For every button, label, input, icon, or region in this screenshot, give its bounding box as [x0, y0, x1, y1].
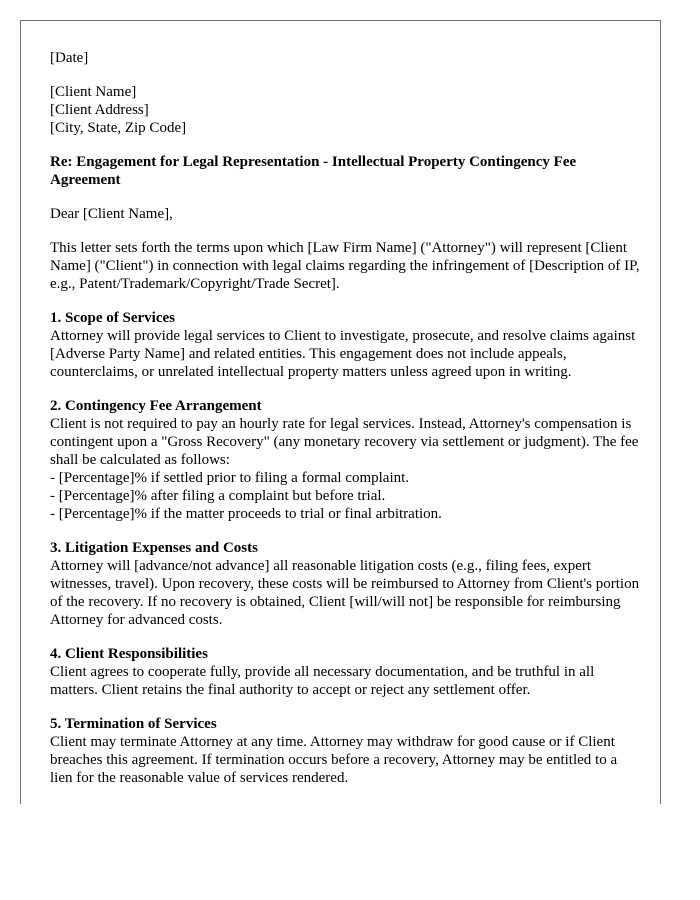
letter-page: [20, 20, 661, 804]
fee-bullet-trial: - [Percentage]% if the matter proceeds to trial or final arbitration.: [50, 506, 442, 522]
section-title: 2. Contingency Fee Arrangement: [50, 398, 262, 414]
section-body: Attorney will [advance/not advance] all reasonable litigation costs (e.g., filing fees, expert witnesses, travel). Upon recovery, these costs will be reimbursed to Attorney from Client's portion of the recovery. If no recovery is obtained, Client [will/will not] be responsible for reimbursing Attorney for advanced costs.: [50, 558, 640, 628]
letter-salutation: Dear [Client Name],: [50, 206, 173, 222]
section-body: Client may terminate Attorney at any time. Attorney may withdraw for good cause or if Client breaches this agreement. If termination occurs before a recovery, Attorney may be entitled to a lien for the reasonable value of services rendered.: [50, 734, 618, 786]
fee-bullet-pre-trial: - [Percentage]% after filing a complaint but before trial.: [50, 488, 386, 504]
section-contingency-fee: [50, 397, 640, 523]
fee-bullet-pre-complaint: - [Percentage]% if settled prior to filing a formal complaint.: [50, 470, 410, 486]
section-termination: [50, 715, 640, 787]
section-client-responsibilities: [50, 645, 640, 699]
client-address-block: [50, 83, 640, 137]
section-litigation-expenses: [50, 539, 640, 629]
section-title: 3. Litigation Expenses and Costs: [50, 540, 258, 556]
letter-date: [Date]: [50, 50, 89, 66]
section-body: Client agrees to cooperate fully, provide all necessary documentation, and be truthful in all matters. Client retains the final authority to accept or reject any settlement offer.: [50, 664, 595, 698]
section-scope-of-services: [50, 309, 640, 381]
client-city-line: [City, State, Zip Code]: [50, 120, 187, 136]
section-title: 1. Scope of Services: [50, 310, 175, 326]
section-body: Attorney will provide legal services to Client to investigate, prosecute, and resolve claims against [Adverse Party Name] and related entities. This engagement does not include appeals, counterclaims, or unrelated intellectual property matters unless agreed upon in writing.: [50, 328, 636, 380]
letter-subject: Re: Engagement for Legal Representation - Intellectual Property Contingency Fee Agreement: [50, 154, 577, 188]
client-address-line: [Client Address]: [50, 102, 149, 118]
section-title: 5. Termination of Services: [50, 716, 217, 732]
letter-content: [50, 49, 640, 787]
section-title: 4. Client Responsibilities: [50, 646, 208, 662]
letter-intro: This letter sets forth the terms upon which [Law Firm Name] ("Attorney") will represent [Client Name] ("Client") in connection with legal claims regarding the infringement of [Description of IP, e.g., Patent/Trademark/Copyright/Trade Secret].: [50, 240, 640, 292]
section-body: Client is not required to pay an hourly rate for legal services. Instead, Attorney's compensation is contingent upon a "Gross Recovery" (any monetary recovery via settlement or judgment). The fee shall be calculated as follows:: [50, 416, 639, 468]
client-name-line: [Client Name]: [50, 84, 137, 100]
